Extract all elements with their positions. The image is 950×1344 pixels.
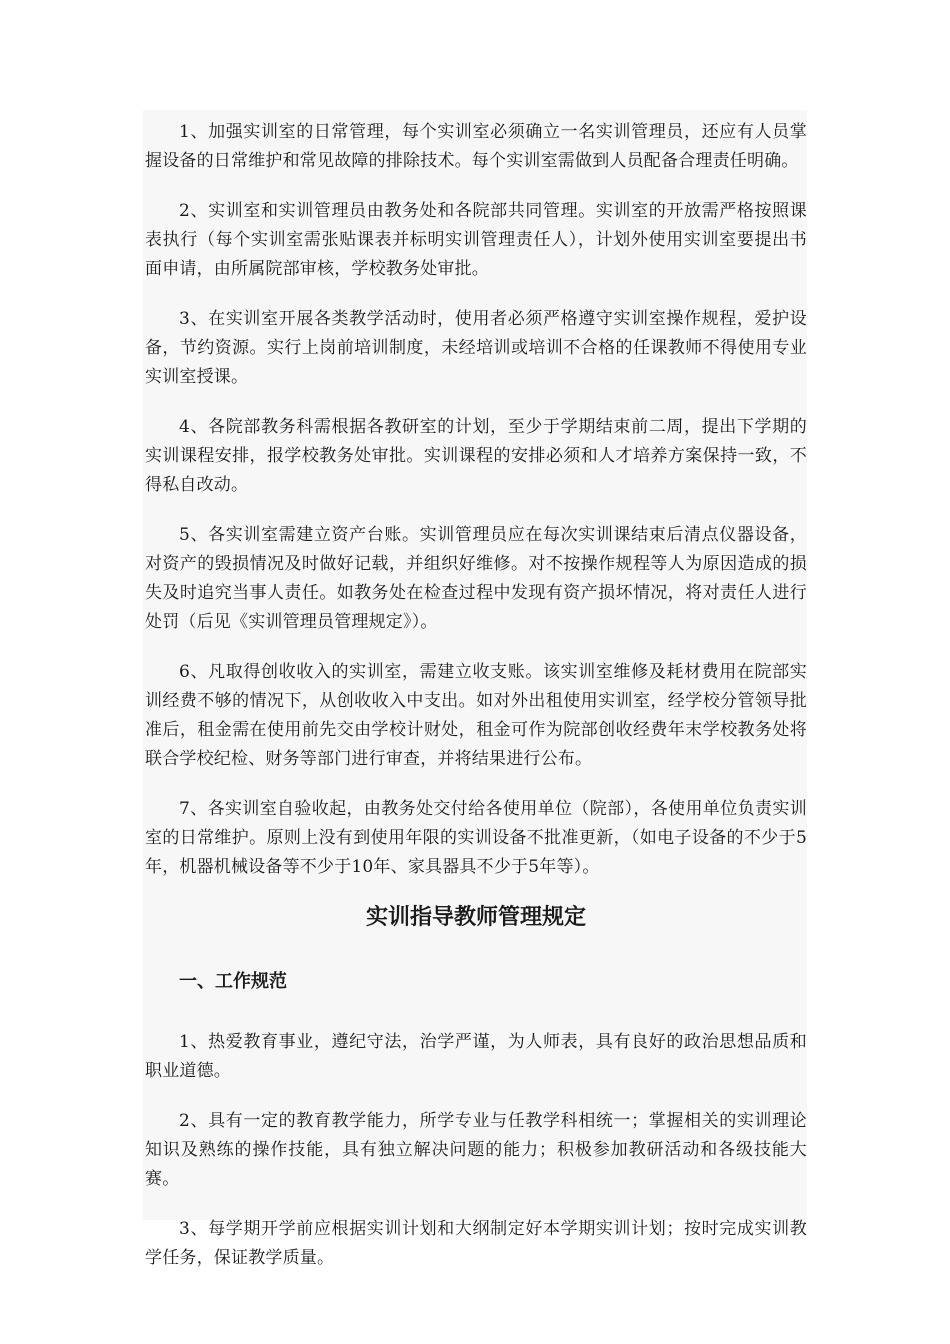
paragraph-3: 3、在实训室开展各类教学活动时，使用者必须严格遵守实训室操作规程，爱护设备，节约资源。实行上岗前培训制度，未经培训或培训不合格的任课教师不得使用专业实训室授课。 [145,309,807,387]
paragraph-5: 5、各实训室需建立资产台账。实训管理员应在每次实训课结束后清点仪器设备，对资产的毁损情况及时做好记载，并组织好维修。对不按操作规程等人为原因造成的损失及时追究当事人责任。如教务处在检查过程中发现有资产损坏情况，将对责任人进行处罚（后见《实训管理员管理规定》）。 [145,525,807,632]
rule-paragraph-2: 2、具有一定的教育教学能力，所学专业与任教学科相统一；掌握相关的实训理论知识及熟练的操作技能，具有独立解决问题的能力；积极参加教研活动和各级技能大赛。 [145,1111,807,1189]
document-content [145,118,807,1294]
paragraph-1: 1、加强实训室的日常管理，每个实训室必须确立一名实训管理员，还应有人员掌握设备的日常维护和常见故障的排除技术。每个实训室需做到人员配备合理责任明确。 [145,122,807,171]
section-heading: 一、工作规范 [179,971,287,992]
paragraph-6: 6、凡取得创收收入的实训室，需建立收支账。该实训室维修及耗材费用在院部实训经费不够的情况下，从创收收入中支出。如对外出租使用实训室，经学校分管领导批准后，租金需在使用前先交由学校计财处，租金可作为院部创收经费年末学校教务处将联合学校纪检、财务等部门进行审查，并将结果进行公布。 [145,662,807,769]
rule-paragraph-1: 1、热爱教育事业，遵纪守法，治学严谨，为人师表，具有良好的政治思想品质和职业道德。 [145,1032,807,1081]
document-title: 实训指导教师管理规定 [365,905,586,930]
paragraph-7: 7、各实训室自验收起，由教务处交付给各使用单位（院部），各使用单位负责实训室的日常维护。原则上没有到使用年限的实训设备不批准更新，（如电子设备的不少于5年，机器机械设备等不少于10年、家具器具不少于5年等）。 [145,799,807,877]
paragraph-2: 2、实训室和实训管理员由教务处和各院部共同管理。实训室的开放需严格按照课表执行（每个实训室需张贴课表并标明实训管理责任人），计划外使用实训室要提出书面申请，由所属院部审核，学校教务处审批。 [145,201,807,279]
paragraph-4: 4、各院部教务科需根据各教研室的计划，至少于学期结束前二周，提出下学期的实训课程安排，报学校教务处审批。实训课程的安排必须和人才培养方案保持一致，不得私自改动。 [145,417,807,495]
rule-paragraph-3: 3、每学期开学前应根据实训计划和大纲制定好本学期实训计划；按时完成实训教学任务，保证教学质量。 [145,1219,807,1268]
